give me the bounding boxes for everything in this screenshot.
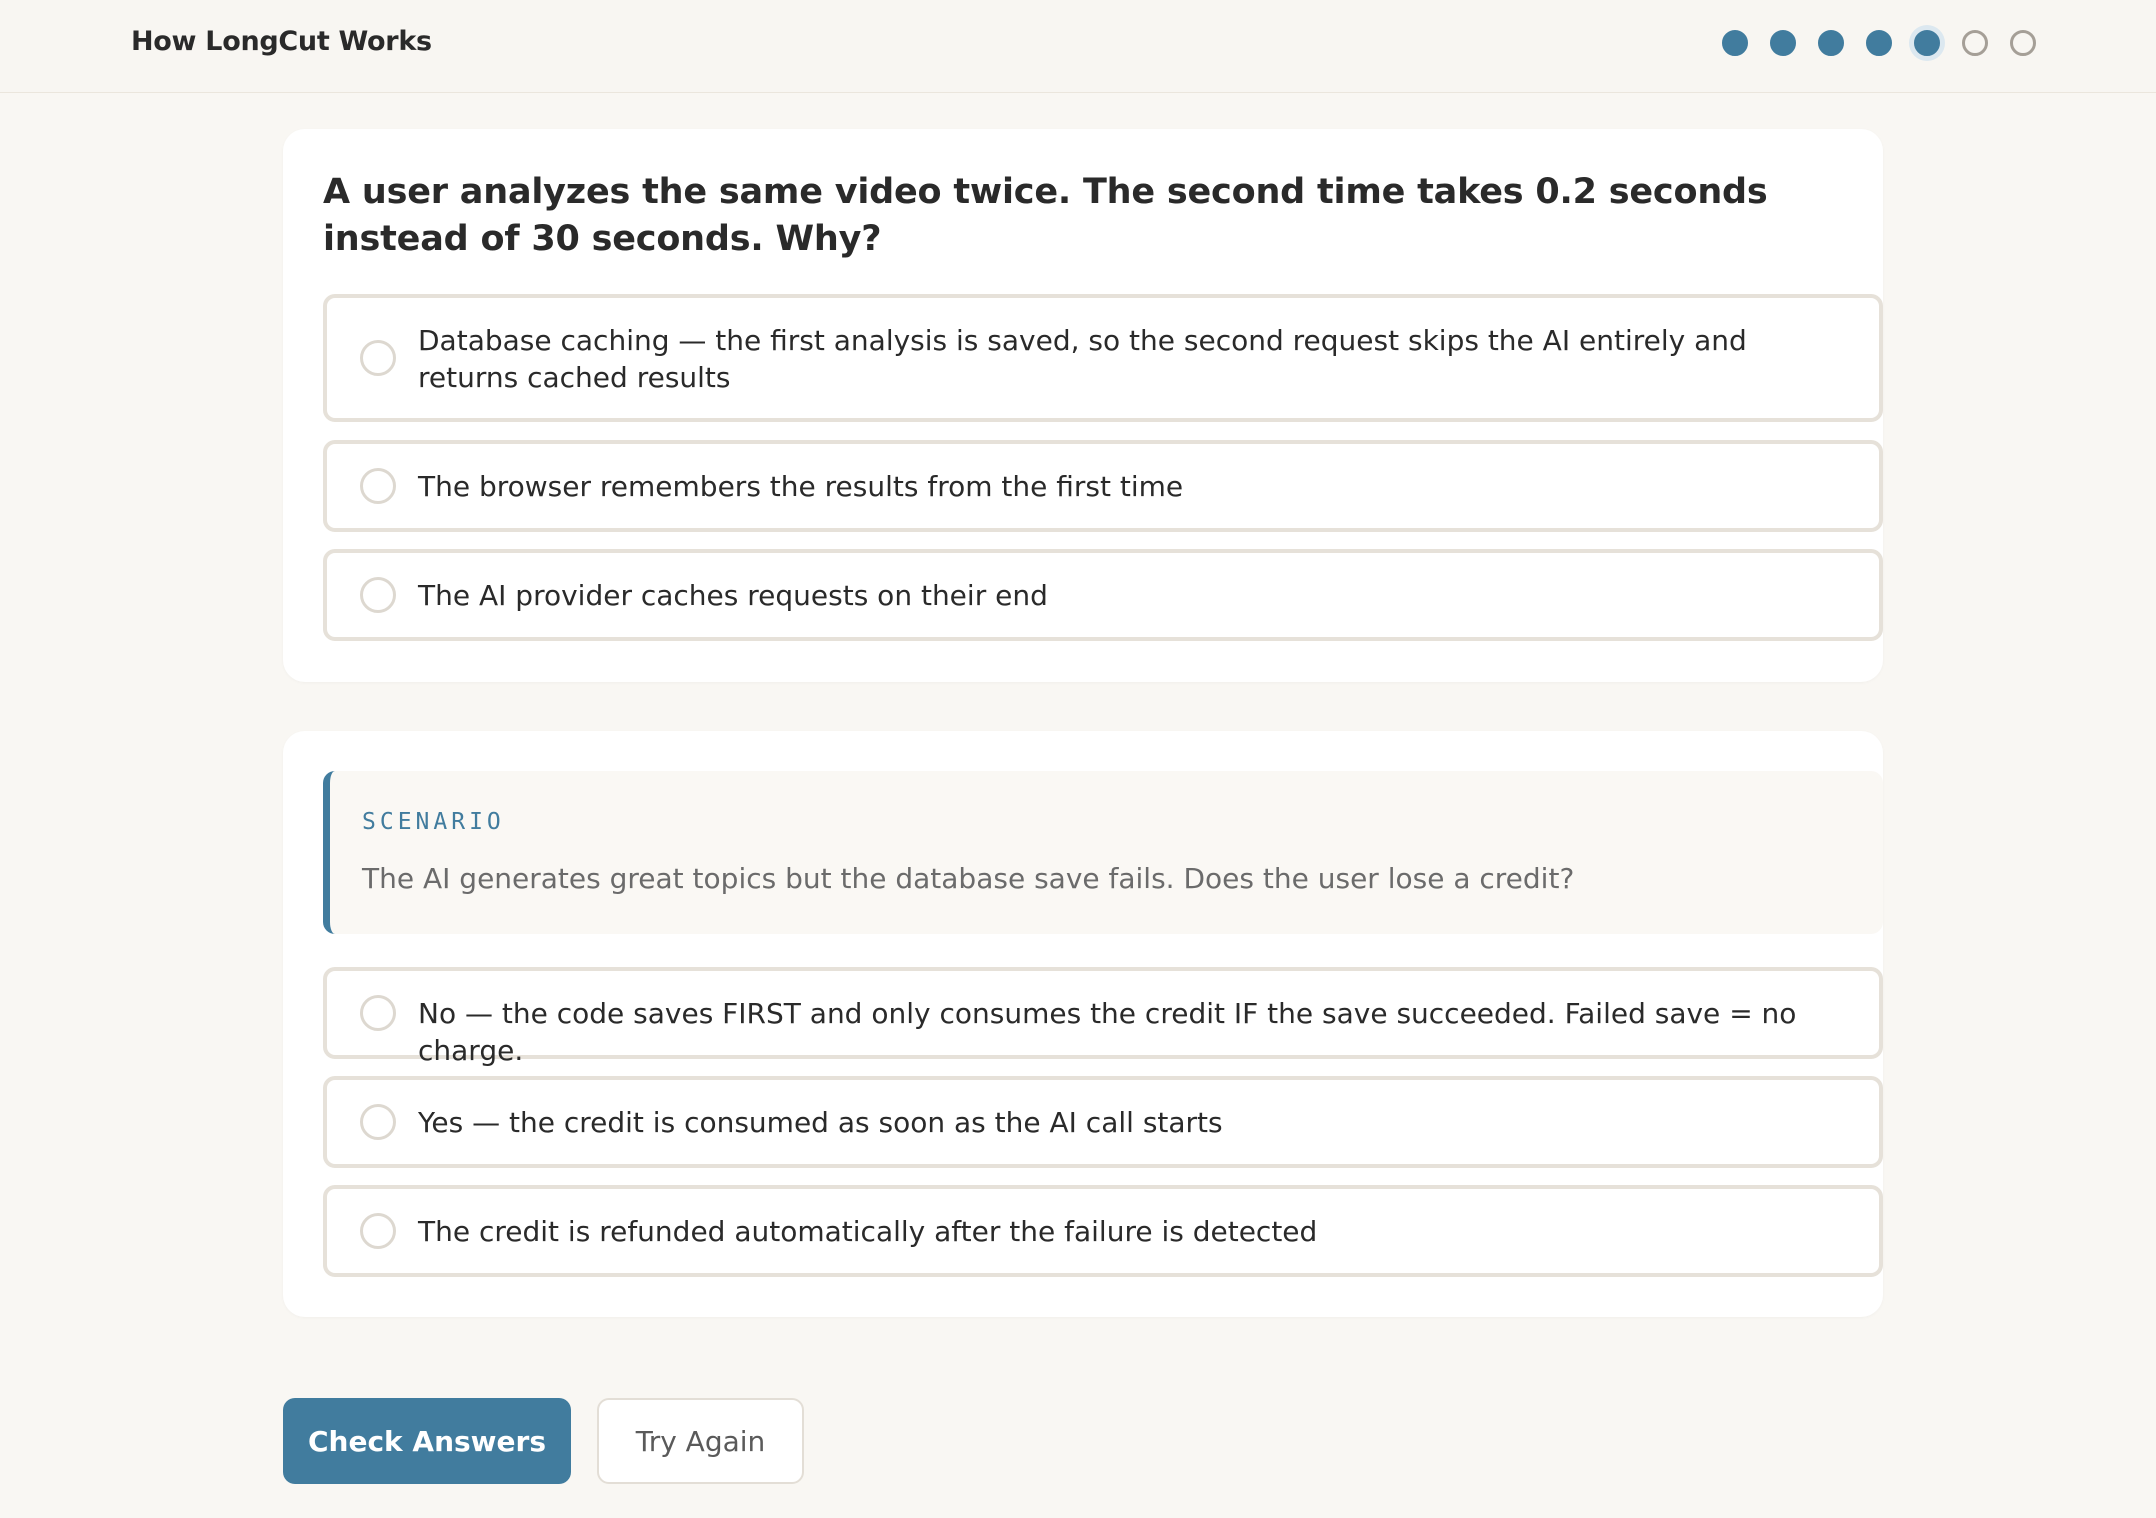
radio-circle-icon[interactable] [360,995,396,1031]
try-again-button[interactable]: Try Again [597,1398,804,1484]
progress-dot-5-current[interactable] [1914,30,1940,56]
answer-option-label: The credit is refunded automatically after the failure is detected [418,1215,1318,1248]
page-title: How LongCut Works [131,26,432,57]
answer-option[interactable] [323,1076,1883,1168]
answer-option[interactable] [323,440,1883,532]
scenario-label: SCENARIO [362,809,505,835]
radio-circle-icon[interactable] [360,1213,396,1249]
radio-circle-icon[interactable] [360,468,396,504]
progress-dot-6[interactable] [1962,30,1988,56]
radio-circle-icon[interactable] [360,1104,396,1140]
radio-circle-icon[interactable] [360,577,396,613]
answer-option-label: Yes — the credit is consumed as soon as the AI call starts [418,1106,1223,1139]
answer-option[interactable] [323,549,1883,641]
progress-dot-4[interactable] [1866,30,1892,56]
answer-option-label: Database caching — the first analysis is saved, so the second request skips the AI entirely and returns cached results [418,324,1747,394]
question-card-1 [283,129,1883,682]
progress-dot-1[interactable] [1722,30,1748,56]
answer-option[interactable] [323,1185,1883,1277]
progress-dot-7[interactable] [2010,30,2036,56]
answer-option-label: No — the code saves FIRST and only consumes the credit IF the save succeeded. Failed save = no charge. [418,997,1797,1067]
question-card-2 [283,731,1883,1317]
progress-dot-3[interactable] [1818,30,1844,56]
check-answers-button[interactable]: Check Answers [283,1398,571,1484]
scenario-box [323,771,1883,934]
answer-option[interactable] [323,294,1883,422]
answer-option-label: The browser remembers the results from the first time [418,470,1184,503]
progress-dot-2[interactable] [1770,30,1796,56]
top-bar [0,0,2156,93]
progress-dots [1722,30,2036,56]
question-text: A user analyzes the same video twice. The second time takes 0.2 seconds instead of 30 seconds. Why? [323,172,1768,259]
radio-circle-icon[interactable] [360,340,396,376]
answer-option-label: The AI provider caches requests on their end [418,579,1048,612]
answer-option[interactable] [323,967,1883,1067]
scenario-text: The AI generates great topics but the database save fails. Does the user lose a credit? [362,862,1575,895]
